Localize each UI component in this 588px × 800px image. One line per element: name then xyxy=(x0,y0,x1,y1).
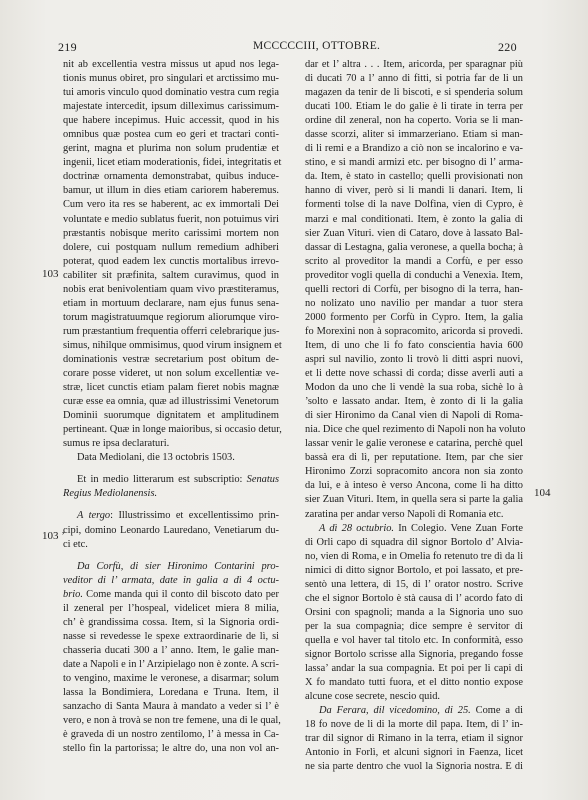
text-line: quelli rectori di Corfù, per bisogno di la terra, han- xyxy=(305,283,523,295)
text-line: omnibus quæ postea cum eo geri et tractari conti- xyxy=(63,129,279,141)
page-number-right: 220 xyxy=(498,40,517,54)
address-line: cipi, domino Leonardo Lauredano, Venetiarum du- xyxy=(63,524,279,536)
text-line: X fo mandato tutti fuora, et el ditto nontio expose xyxy=(305,677,523,689)
text-line: fo Morexini non à sopracomito, aricorda si provedi. xyxy=(305,325,523,337)
text-line: no nolizato uno navilio per mandar a tuor stera xyxy=(305,297,523,309)
text-line: date a Napoli e in l’ Arzipielago non è zonte. A scri- xyxy=(63,658,279,670)
text-line: bassà era di lì, per reputatione. Item, par che sier xyxy=(305,452,523,464)
page-number-left: 219 xyxy=(58,40,77,54)
text-line: pertineant. Quæ in longe maioribus, si occasio detur, xyxy=(63,424,282,436)
right-column xyxy=(305,58,526,774)
text-line: Hironimo Zorzi sopracomito ancora non sia zonto xyxy=(305,466,523,478)
text-line: quella e vol haver tal titolo etc. In conformità, esso xyxy=(305,634,523,646)
text-line: di Orli capo di squadra dil signor Bortolo d’ Alvia- xyxy=(305,536,523,548)
text-line: dolere, cui postquam nullum remedium adhiberi xyxy=(63,241,279,253)
text-line: præstantis nobisque merito carissimi mortem non xyxy=(63,227,279,239)
text-line: dominationis vestræ secretarium post obitum de- xyxy=(63,353,279,365)
text-line: dassar di Lestagna, galia veronese, a quella bocha; à xyxy=(305,241,523,253)
text-line: di ducati 70 a l’ anno di fitti, si potria far de li un xyxy=(305,73,523,85)
text-line: bamur, ut illum in dies etiam cariorem haberemus. xyxy=(63,185,279,197)
text-line: nasse si revedesse le spexe extraordinarie de lì, si xyxy=(63,630,279,642)
text-line: trar dil signor di Rimano in la terra, etiam il signor xyxy=(305,733,523,745)
text-line: formenti tolse di la nave Dolfina, vien di Cypro, è xyxy=(305,199,523,211)
margin-number: 104 xyxy=(534,487,551,499)
text-line: poterat, quod eadem lex cunctis mortalibus irrevo- xyxy=(63,255,279,267)
text-line: magazen da tenir de li biscoti, e si spenderia solum xyxy=(305,87,523,99)
text-line: sanzacho di Santa Maura à mandato a veder si l’ è xyxy=(63,701,279,713)
margin-number: 103 ’ xyxy=(42,530,65,542)
text-line: sier Zuan Vituri. vien di Cataro, dove à lassato Bal- xyxy=(305,227,523,239)
entry-text xyxy=(305,58,526,522)
entry-text xyxy=(63,602,279,757)
text-line: no, vien di Roma, e in Omelia fo retenuto tre dì da li xyxy=(305,550,524,562)
text-line: Antonio in Forlì, et alcuni signori in Faenza, licet xyxy=(305,747,523,759)
text-line: voluntate e medio sublatus fuerit, non potuimus viri xyxy=(63,213,279,225)
text-line: sumus re ipsa declaraturi. xyxy=(63,438,170,450)
text-line: dasse scorzi, aliter si immarzeriano. Etiam si man- xyxy=(305,129,523,141)
entry-heading: Da Ferara, dil vicedomino, di 25. Come a di xyxy=(319,705,523,717)
text-line: di li remi e a Brandizo a ciò non se incalorino e va- xyxy=(305,143,523,155)
text-line: doctrinæ ornamenta demonstrabat, quibus induce- xyxy=(63,171,279,183)
text-line: Modon da uno che li vendè la sua roba, sichè lo à xyxy=(305,382,523,394)
text-line: lassar venir le galie veronese e catarina, perchè quel xyxy=(305,438,523,450)
text-line: hanno di viver, però si li mandi li danari. Item, li xyxy=(305,185,523,197)
text-line: Dominii suorumque dignitatem et amplitudinem xyxy=(63,410,279,422)
text-line: cabiliter sit præfinita, saltem curavimus, quod in xyxy=(63,269,279,281)
subscription-line: Et in medio litterarum est subscriptio: Senatus xyxy=(77,474,279,486)
text-line: di sier Hironimo da Canal vien di Napoli di Roma- xyxy=(305,410,523,422)
text-line: torum magistratuumque regiorum aliorumque viro- xyxy=(63,311,279,323)
entry-heading: brio. Come manda qui il conto dil biscoto dato per xyxy=(63,588,279,600)
text-line: 18 fo nove de li di la morte dil papa. Item, di l’ in- xyxy=(305,719,523,731)
text-line: Orsini con spagnoli; manda a la Signoria uno suo xyxy=(305,606,523,618)
text-line: tionis munus obiret, pro singulari et arctissimo mu- xyxy=(63,73,279,85)
text-line: 2000 formento per Corfù in Cypro. Item, la galia xyxy=(305,311,523,323)
date-line: Data Mediolani, die 13 octobris 1503. xyxy=(77,452,235,464)
text-line: da. Item, è stato in castello; quelli provisionati non xyxy=(305,171,523,183)
text-line: simus, nihilque ommisimus, quod virum insignem et xyxy=(63,339,282,351)
text-line: nit ab excellentia vestra missus ut apud nos lega- xyxy=(63,59,279,70)
address-line: A tergo: Illustrissimo et excellentissimo prin- xyxy=(77,510,279,522)
text-line: ne sia parte dentro che vuol la Signoria nostra. E di xyxy=(305,761,523,773)
subscription-line: Regius Mediolanensis. xyxy=(63,488,158,500)
text-line: scrito al proveditor la mandi a Corfù, e per esso xyxy=(305,255,523,267)
text-line: alcune cose secrete, nescio quid. xyxy=(305,691,441,703)
entry-heading: veditor di l’ armata, date in galia a dì 4 octu- xyxy=(63,574,279,586)
text-line: Item, di uno che li fo fato conscientia havia 600 xyxy=(305,339,523,351)
text-line: aspri sul navilio, zonto li trovò li ditti aspri nuovi, xyxy=(305,353,523,365)
text-line: corare posse videret, ut non solum excellentiæ ve- xyxy=(63,368,279,380)
text-line: vero, e non à trovà se non tre femene, una di le qual, xyxy=(63,715,281,727)
text-line: ducati 100. Etiam le do galie è li tirate in terra per xyxy=(305,101,523,113)
text-line: stræ, licet cunctis etiam palam fieret nobis magnæ xyxy=(63,382,279,394)
entry-heading: A dì 28 octubrio. In Colegio. Vene Zuan Forte xyxy=(319,522,523,534)
text-line: ordine dil zeneral, non ha coperto. Voria se li man- xyxy=(305,115,523,127)
text-line: zaratina per andar verso Napoli di Romania etc. xyxy=(305,508,504,520)
text-line: marzi e mal conditionati. Item, è zonto la galia di xyxy=(305,213,523,225)
text-line: Cum vero ita res se haberent, ac ex immortali Dei xyxy=(63,199,279,211)
text-line: ’solto e lassato andar. Item, è zonto di li la galia xyxy=(305,396,523,408)
text-line: et li dette nove schassi di corda; disse averli auti a xyxy=(305,368,523,380)
text-line: curæ esse ea omnia, quæ ad illustrissimi Venetorum xyxy=(63,396,279,408)
text-line: lassa’ andar la sua compagnia. Et poi per li capi di xyxy=(305,663,523,675)
text-line: lassa la Bondimiera, Loredana e Truna. Item, il xyxy=(63,687,279,699)
text-line: proveditor vogli quella di conduchi a Venexia. Item, xyxy=(305,269,523,281)
margin-number: 103 xyxy=(42,268,59,280)
text-line: sentò una lettera, di 15, di l’ orator nostro. Scrive xyxy=(305,578,523,590)
text-line: etiam in mortuum declarare, nam ejus funus sena- xyxy=(63,297,279,309)
text-line: rum præstantium frequentia offerri celebrarique jus- xyxy=(63,325,280,337)
text-line: sier Zuan Vituri. Item, in quella sera si parte la galia xyxy=(305,494,523,506)
text-line: è graveda di un nostro zentilomo, l’ à messa in Ca- xyxy=(63,729,279,741)
text-line: nia. Dice che quel rezimento di Napoli non ha voluto xyxy=(305,424,526,436)
left-column xyxy=(63,58,282,756)
text-line: majestate intercedit, ipsum dilleximus carissimum- xyxy=(63,101,279,113)
text-line: il zeneral per l’hospeal, videlicet miera 8 milia, xyxy=(63,602,279,614)
text-line: per la sua compagnia; dice sempre è servitor di xyxy=(305,620,523,632)
text-line: che el signor Bortolo è stà causa di l’ acordo fato di xyxy=(305,592,523,604)
entry-text xyxy=(305,536,523,705)
text-line: dar et l’ altra . . . Item, aricorda, per sparagnar più xyxy=(305,59,523,70)
letter-text xyxy=(63,58,282,451)
entry-text xyxy=(305,718,523,774)
text-line: chasseria ducati 300 a l’ anno. Item, le galie man- xyxy=(63,644,279,656)
text-line: stino, e si mandi armizi etc. per bisogno di l’ arma- xyxy=(305,157,523,169)
running-header: MCCCCCIII, OTTOBRE. xyxy=(253,40,381,52)
address-line: ci etc. xyxy=(63,538,88,550)
text-line: nimici di ditto signor Bortolo, et poi lassato, et pre- xyxy=(305,564,523,576)
text-line: nobis erat benivolentiam quam vivo præstiteramus, xyxy=(63,283,279,295)
text-line: ingenii, licet etiam moderationis, fidei, integritatis et xyxy=(63,157,282,169)
text-line: stello fin la partorissa; le altre do, una non vol an- xyxy=(63,743,279,755)
text-line: ch’ è grandissima cossa. Item, sì la Signoria ordi- xyxy=(63,616,279,628)
text-line: tui amoris vinculo quod dominatio vestra cum regia xyxy=(63,87,279,99)
text-line: signor Bortolo scrisse alla Signoria, pregando fosse xyxy=(305,648,523,660)
entry-heading: Da Corfù, di sier Hironimo Contarini pro- xyxy=(77,560,279,572)
text-line: gerint, magna et plurima non solum prudentiæ et xyxy=(63,143,279,155)
text-line: da lui, e à inteso è verso Ancona, come li ha ditto xyxy=(305,480,523,492)
text-line: que habere incepimus. Huic accessit, quod in his xyxy=(63,115,279,127)
text-line: to vengino, maxime le veronese, a disarmar; solum xyxy=(63,672,279,684)
